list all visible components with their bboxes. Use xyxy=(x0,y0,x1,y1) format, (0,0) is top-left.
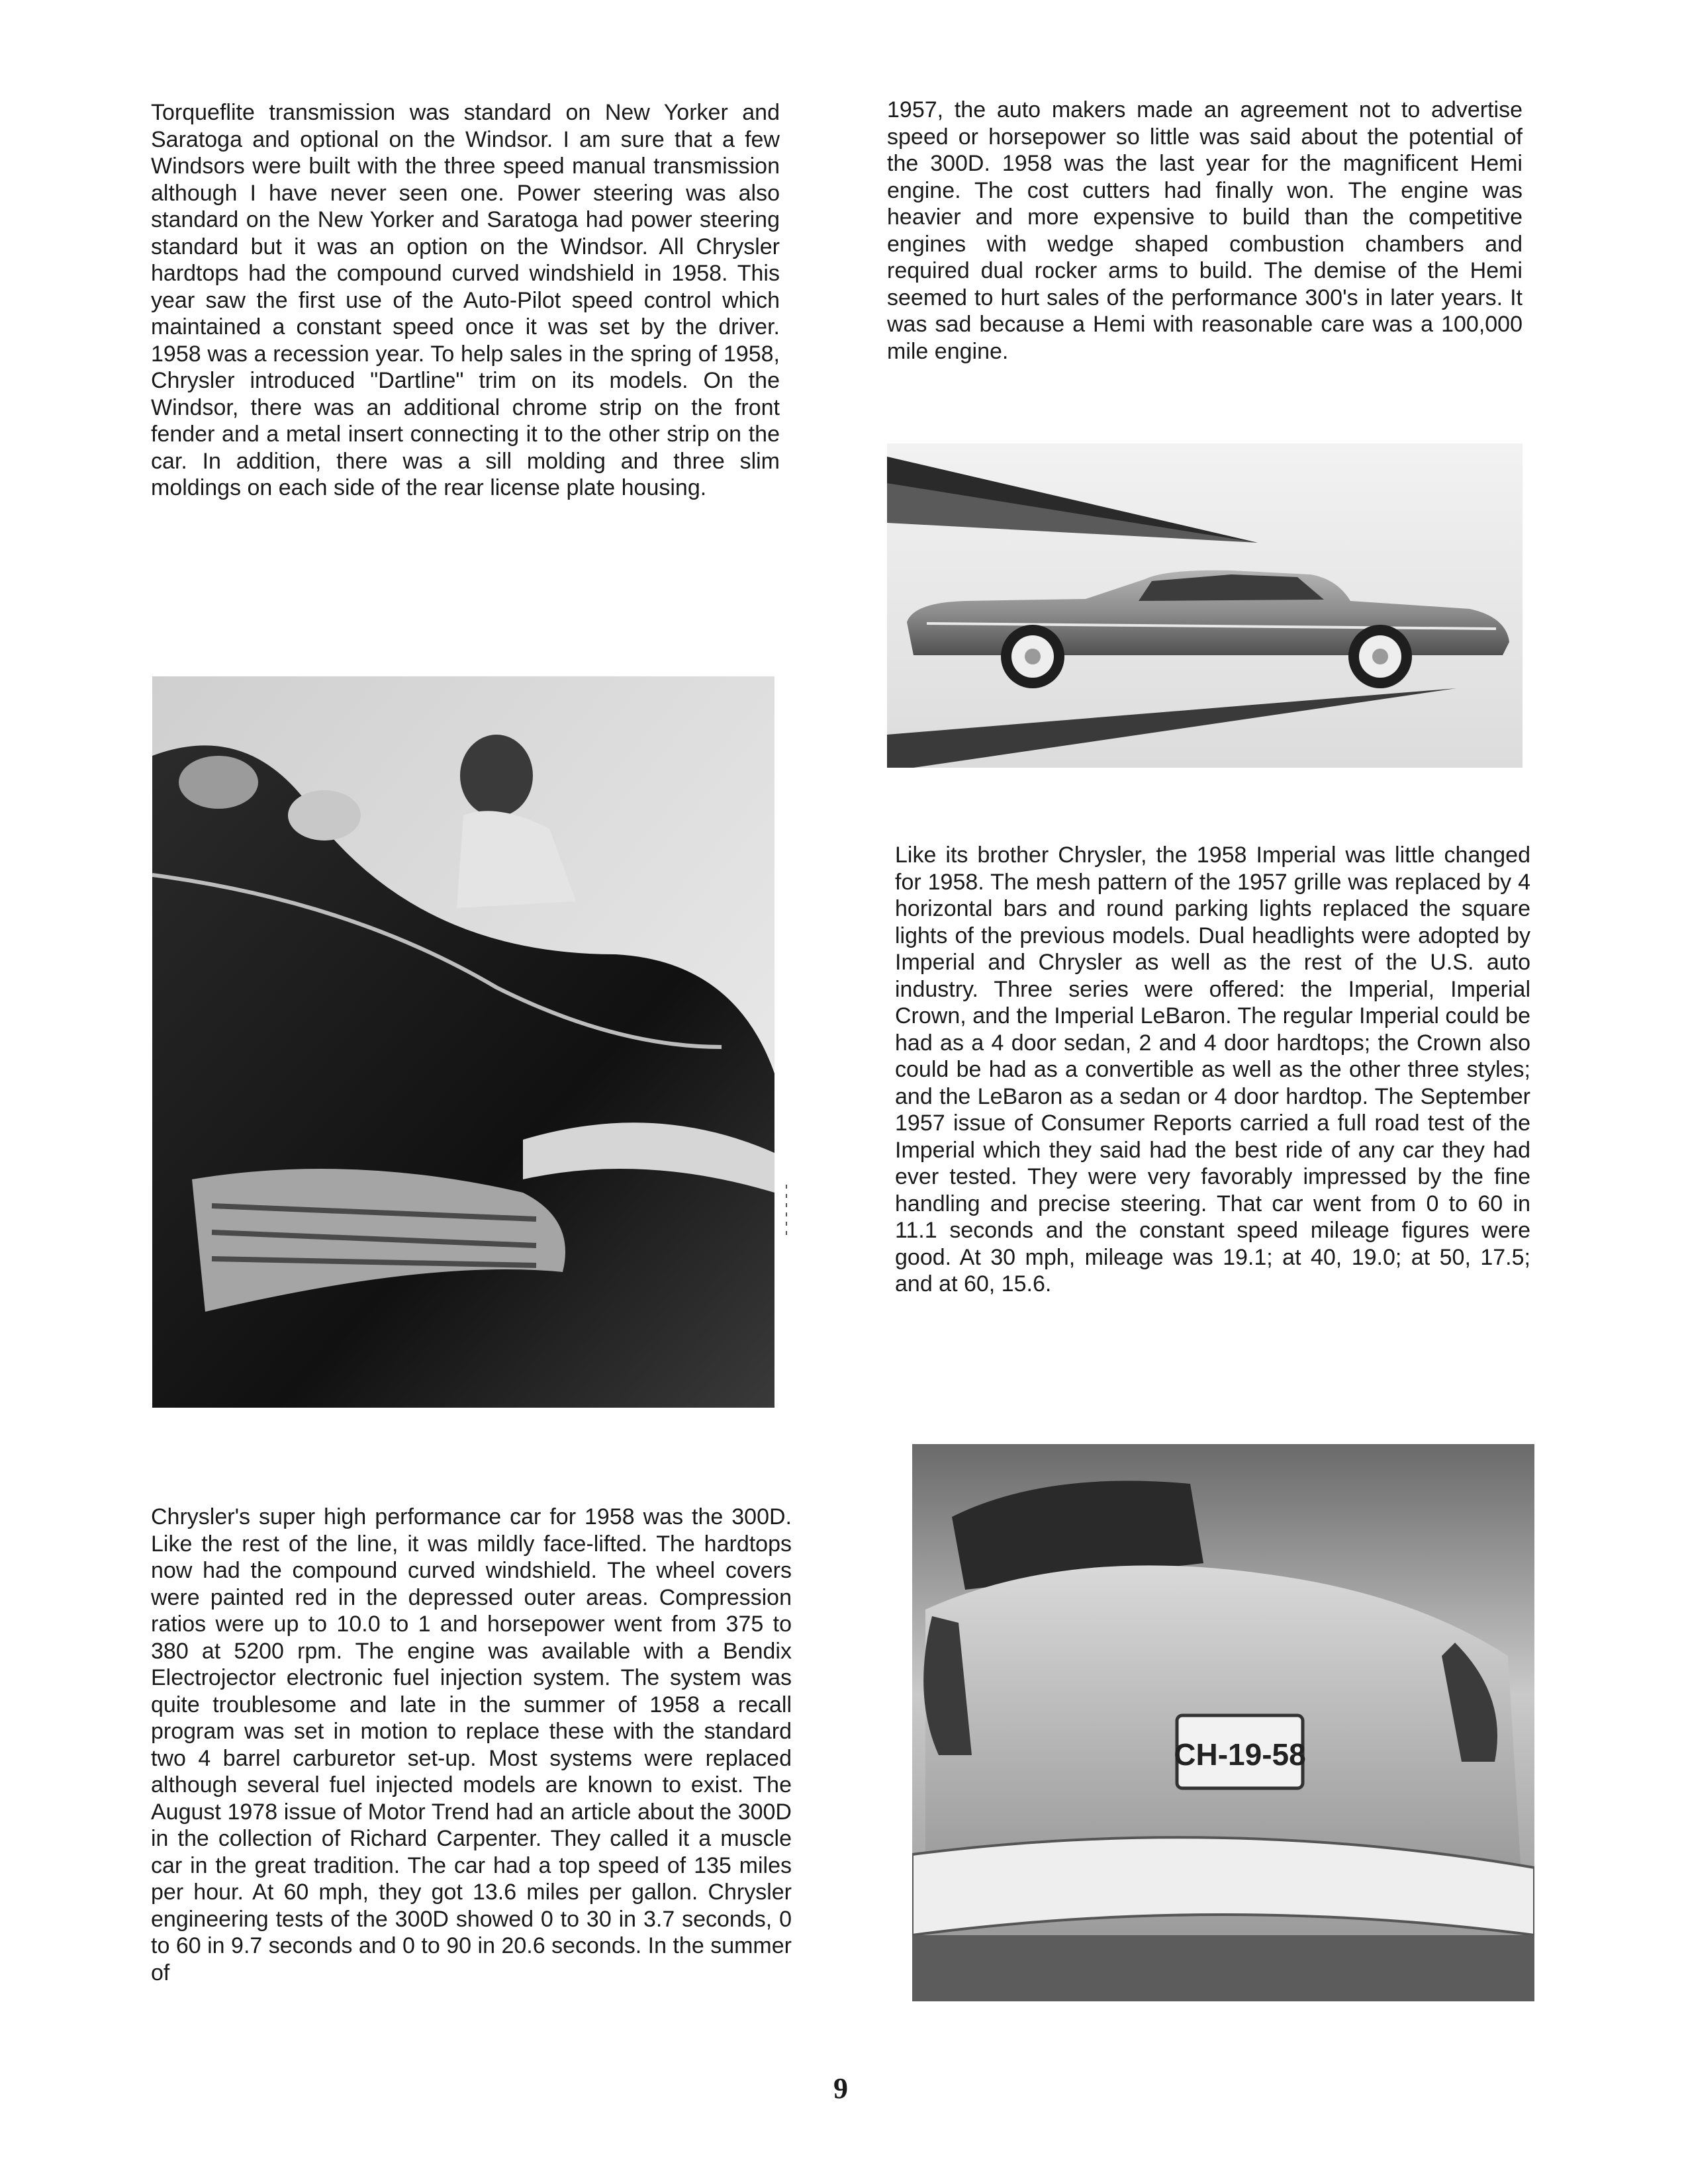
article-text-top-right: 1957, the auto makers made an agreement not to advertise speed or horsepower so little was said about the potential of the 300D. 1958 was the last year for the magnificent Hemi engine. The cost cutters had finally won. The engine was heavier and more expensive to build than the competitive engines with wedge shaped combustion chambers and required dual rocker arms to build. The demise of the Hemi seemed to hurt sales of the performance 300's in later years. It was sad because a Hemi with reasonable care was a 100,000 mile engine. xyxy=(887,97,1523,364)
license-plate-text: CH-19-58 xyxy=(1174,1737,1306,1772)
page-number: 9 xyxy=(833,2072,848,2105)
margin-mark xyxy=(786,1185,787,1238)
article-text-bottom-left: Chrysler's super high performance car for 1958 was the 300D. Like the rest of the line, it was mildly face-lifted. The hardtops now had the compound curved windshield. The wheel covers were painted red in the depressed outer areas. Compression ratios were up to 10.0 to 1 and horsepower went from 375 to 380 at 5200 rpm. The engine was available with a Bendix Electrojector electronic fuel injection system. The system was quite troublesome and late in the summer of 1958 a recall program was set in motion to replace these with the standard two 4 barrel carburetor set-up. Most systems were replaced although several fuel injected models are known to exist. The August 1978 issue of Motor Trend had an article about the 300D in the collection of Richard Carpenter. They called it a muscle car in the great tradition. The car had a top speed of 135 miles per hour. At 60 mph, they got 13.6 miles per gallon. Chrysler engineering tests of the 300D showed 0 to 30 in 3.7 seconds, 0 to 60 in 9.7 seconds and 0 to 90 in 20.6 seconds. In the summer of xyxy=(151,1504,792,1985)
photo-woman-with-tail-fin xyxy=(152,676,774,1408)
photo-1958-300d-rear-view xyxy=(912,1444,1534,2001)
article-text-top-left: Torqueflite transmission was standard on New Yorker and Saratoga and optional on the Windsor. I am sure that a few Windsors were built with the three speed manual transmission although I have never seen one. Power steering was also standard on the New Yorker and Saratoga had power steering standard but it was an option on the Windsor. All Chrysler hardtops had the compound curved windshield in 1958. This year saw the first use of the Auto-Pilot speed control which maintained a constant speed once it was set by the driver. 1958 was a recession year. To help sales in the spring of 1958, Chrysler introduced "Dartline" trim on its models. On the Windsor, there was an additional chrome strip on the front fender and a metal insert connecting it to the other strip on the car. In addition, there was a sill molding and three slim moldings on each side of the rear license plate housing. xyxy=(151,100,780,500)
photo-1958-chrysler-side-view xyxy=(887,443,1523,768)
article-text-middle-right: Like its brother Chrysler, the 1958 Imperial was little changed for 1958. The mesh pattern of the 1957 grille was replaced by 4 horizontal bars and round parking lights replaced the square lights of the previous models. Dual headlights were adopted by Imperial and Chrysler as well as the rest of the U.S. auto industry. Three series were offered: the Imperial, Imperial Crown, and the Imperial LeBaron. The regular Imperial could be had as a 4 door sedan, 2 and 4 door hardtops; the Crown also could be had as a convertible as well as the other three styles; and the LeBaron as a sedan or 4 door hardtop. The September 1957 issue of Consumer Reports carried a full road test of the Imperial which they said had the best ride of any car they had ever tested. They were very favorably impressed by the fine handling and precise steering. That car went from 0 to 60 in 11.1 seconds and the constant speed mileage figures were good. At 30 mph, mileage was 19.1; at 40, 19.0; at 50, 17.5; and at 60, 15.6. xyxy=(895,842,1530,1297)
